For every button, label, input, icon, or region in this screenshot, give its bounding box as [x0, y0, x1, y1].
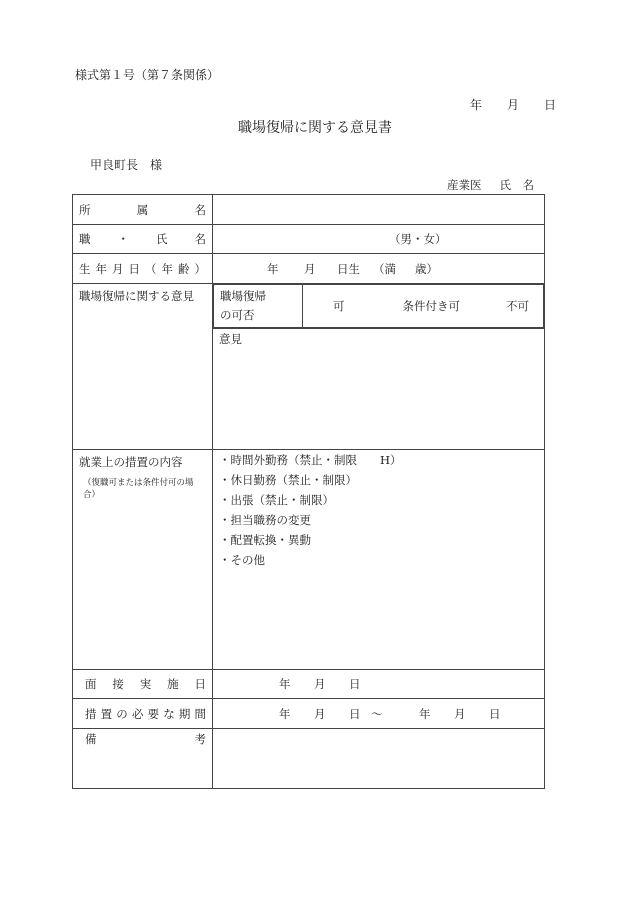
remarks-field[interactable]: [213, 729, 545, 789]
job-name-field[interactable]: [213, 225, 545, 254]
measures-label-cell: [73, 450, 213, 670]
measure-item[interactable]: ・時間外勤務（禁止・制限 H）: [219, 453, 402, 467]
row-remarks: [73, 729, 545, 789]
date-month: 月: [507, 98, 520, 112]
addressee: 甲良町長 様: [90, 158, 163, 172]
option-conditional[interactable]: 条件付き可: [402, 299, 460, 313]
birth-month: 月: [304, 261, 316, 276]
affiliation-field[interactable]: [213, 195, 545, 225]
opinion-label: 意見: [219, 332, 242, 346]
measure-item[interactable]: ・出張（禁止・制限）: [219, 493, 334, 507]
row-affiliation: [73, 195, 545, 225]
row-return-ok: [73, 284, 545, 329]
age-open: （満: [373, 261, 396, 276]
age-close: 歳）: [415, 261, 438, 276]
birth-day: 日生: [337, 261, 360, 276]
interview-year: 年: [279, 677, 291, 691]
opinion-form-table: [72, 194, 545, 789]
measures-label: 就業上の措置の内容: [79, 455, 183, 469]
measure-item[interactable]: ・配置転換・異動: [219, 533, 311, 547]
measures-list[interactable]: [213, 450, 545, 670]
measure-item[interactable]: ・担当職務の変更: [219, 513, 311, 527]
date-year: 年: [470, 98, 483, 112]
period-to-day: 日: [489, 706, 501, 721]
interview-month: 月: [314, 677, 326, 691]
period-from-month: 月: [314, 706, 326, 721]
row-period: [73, 699, 545, 729]
return-ok-options: [303, 285, 544, 328]
period-from-day: 日: [349, 706, 361, 721]
opinion-field[interactable]: [213, 329, 545, 450]
page-title: 職場復帰に関する意見書: [238, 120, 392, 136]
option-yes[interactable]: 可: [333, 299, 345, 313]
doctor-name-label: 氏 名: [499, 178, 534, 192]
period-label: 措 置 の 必 要 な 期 間: [73, 699, 213, 729]
document-date: [470, 96, 556, 113]
interview-field[interactable]: [213, 670, 545, 699]
interview-day: 日: [349, 677, 361, 691]
measure-item[interactable]: ・休日勤務（禁止・制限）: [219, 473, 357, 487]
return-ok-label: 職場復帰 の可否: [214, 285, 303, 328]
return-opinion-label: 職場復帰に関する意見: [73, 284, 213, 450]
form-number: 様式第１号（第７条関係）: [75, 68, 220, 82]
measures-note: （復職可または条件付可の場合）: [83, 478, 194, 500]
affiliation-label: 所 属 名: [73, 195, 213, 225]
remarks-label: 備 考: [73, 729, 213, 789]
doctor-label: 産業医: [447, 178, 482, 192]
date-day: 日: [544, 98, 557, 112]
period-from-year: 年: [279, 706, 291, 721]
row-interview: [73, 670, 545, 699]
row-job-name: [73, 225, 545, 254]
return-ok-cell: [213, 284, 545, 329]
birth-label: 生 年 月 日 （ 年 齢 ）: [73, 254, 213, 284]
birth-field[interactable]: [213, 254, 545, 284]
row-measures: [73, 450, 545, 670]
gender-select[interactable]: （男・女）: [389, 232, 447, 246]
measure-item[interactable]: ・その他: [219, 553, 265, 567]
option-no[interactable]: 不可: [506, 299, 529, 313]
period-field[interactable]: [213, 699, 545, 729]
period-to-month: 月: [454, 706, 466, 721]
period-to-year: 年: [419, 706, 431, 721]
interview-label: 面 接 実 施 日: [73, 670, 213, 699]
birth-year: 年: [267, 261, 279, 276]
job-name-label: 職 ・ 氏 名: [73, 225, 213, 254]
period-tilde: 〜: [371, 706, 383, 721]
doctor-signature-line: [447, 177, 534, 193]
row-birth: [73, 254, 545, 284]
